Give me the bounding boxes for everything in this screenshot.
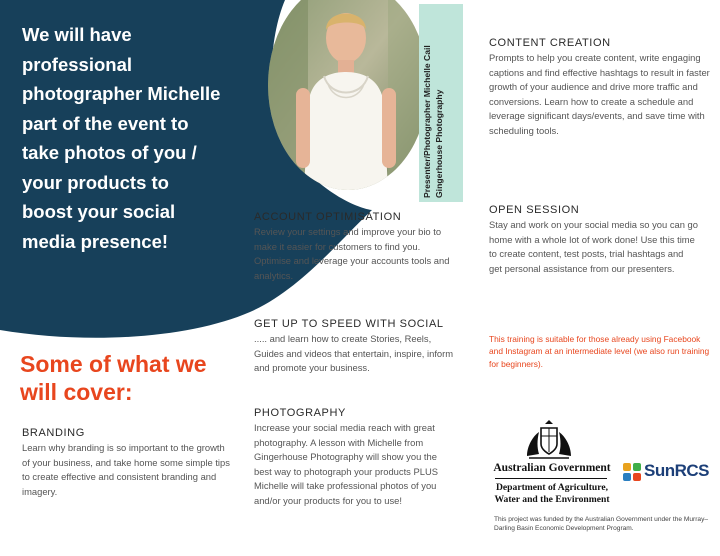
covers-heading: Some of what we will cover: bbox=[20, 351, 207, 405]
training-level-note: This training is suitable for those already using Facebook and Instagram at an intermediate level (we also run training for beginners). bbox=[489, 334, 710, 369]
section-open-session bbox=[489, 203, 699, 276]
sunrcs-wordmark: SunRCS bbox=[644, 461, 709, 480]
section-title: BRANDING bbox=[22, 427, 85, 439]
section-content-creation bbox=[489, 36, 714, 139]
section-branding bbox=[22, 426, 232, 499]
section-title: CONTENT CREATION bbox=[489, 37, 611, 49]
section-body: Learn why branding is so important to the growth of your business, and take home some simple tips to create effective and consistent branding and imagery. bbox=[22, 442, 230, 497]
section-body: Prompts to help you create content, write engaging captions and find effective hashtags to result in faster growth of your audience and drive more traffic and conversions. Learn how to create a schedule and leverage significant days/events, and save time with scheduling tools. bbox=[489, 52, 710, 136]
logo-divider bbox=[495, 478, 607, 479]
australian-government-logo bbox=[493, 418, 611, 506]
hero-headline: We will have professional photographer Michelle part of the event to take photos of you / your products to boost your social media presence! bbox=[22, 24, 221, 252]
department-name: Department of Agriculture, Water and the Environment bbox=[494, 482, 610, 505]
section-body: Increase your social media reach with great photography. A lesson with Michelle from Gingerhouse Photography will show you the best way to photograph your products PLUS Michelle will take professional photos of you and/or your products for you to use! bbox=[254, 422, 438, 506]
section-account-optimisation bbox=[254, 210, 454, 283]
section-body: Stay and work on your social media so you can go home with a whole lot of work done! Use this time to create content, test posts, trial hashtags and get personal assistance from our presenters. bbox=[489, 219, 698, 274]
coat-of-arms-icon bbox=[519, 418, 579, 460]
sunrcs-mark-icon bbox=[622, 462, 642, 482]
section-title: PHOTOGRAPHY bbox=[254, 407, 346, 419]
sunrcs-logo bbox=[622, 460, 712, 484]
credit-line-presenter: Presenter/Photographer Michelle Cail bbox=[422, 45, 432, 198]
section-body: ..... and learn how to create Stories, Reels, Guides and videos that entertain, inspire, inform and promote your business. bbox=[254, 333, 454, 374]
photo-credit-tag bbox=[419, 4, 463, 202]
section-body: Review your settings and improve your bio to make it easier for customers to find you. Optimise and leverage your accounts tools and analytics. bbox=[254, 226, 450, 281]
funding-acknowledgement: This project was funded by the Australian Government under the Murray–Darling Basin Economic Development Program. bbox=[494, 516, 709, 533]
section-title: OPEN SESSION bbox=[489, 204, 580, 216]
section-title: GET UP TO SPEED WITH SOCIAL bbox=[254, 318, 444, 330]
government-name: Australian Government bbox=[493, 462, 611, 474]
section-social bbox=[254, 317, 454, 376]
section-photography bbox=[254, 406, 454, 509]
section-title: ACCOUNT OPTIMISATION bbox=[254, 211, 402, 223]
credit-line-studio: Gingerhouse Photography bbox=[434, 89, 444, 198]
